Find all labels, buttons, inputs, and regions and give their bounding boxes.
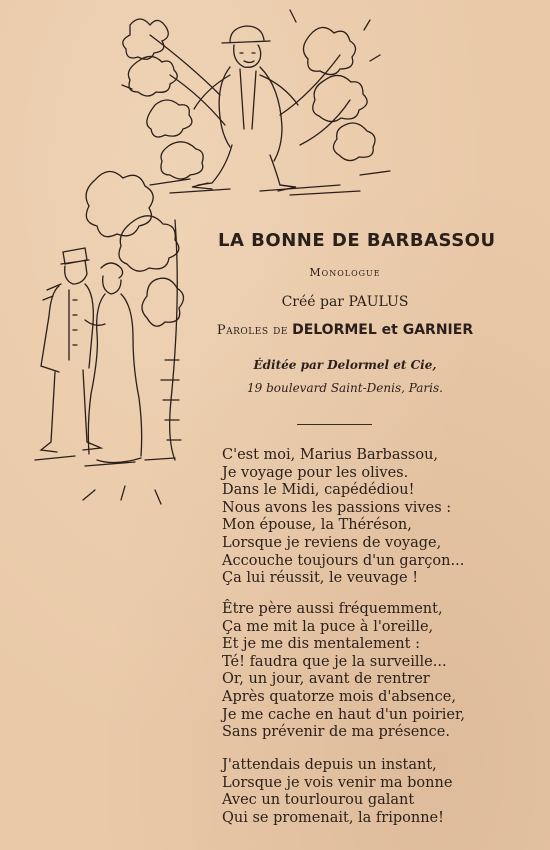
verse-line: Qui se promenait, la friponne! (222, 809, 444, 826)
stanza-1 (222, 447, 522, 588)
publisher-line: Éditée par Delormel et Cie, (253, 358, 437, 372)
stanza-2 (222, 601, 522, 742)
verse-line: Je voyage pour les olives. (222, 464, 409, 481)
verse-line: Ça lui réussit, le veuvage ! (222, 570, 419, 587)
lyrics-authors: DELORMEL et GARNIER (292, 322, 474, 338)
verse-line: Avec un tourlourou galant (222, 792, 415, 809)
verse-line: J'attendais depuis un instant, (222, 757, 437, 773)
verse-line: Ça me mit la puce à l'oreille, (222, 618, 434, 635)
genre-label: Monologue (309, 266, 381, 279)
verse-line: Être père aussi fréquemment, (222, 601, 443, 617)
verse-line: Accouche toujours d'un garçon... (222, 552, 465, 569)
verse-line: Lorsque je reviens de voyage, (222, 534, 442, 551)
verse-line: Et je me dis mentalement : (222, 636, 420, 653)
lyrics-credit (200, 322, 490, 338)
verse-line: C'est moi, Marius Barbassou, (222, 447, 439, 463)
stanza-3 (222, 757, 522, 827)
lyrics-label: Paroles de (216, 323, 288, 338)
verse-line: Té! faudra que je la surveille... (222, 653, 447, 670)
verse-line: Dans le Midi, capédédiou! (222, 482, 415, 499)
verse-line: Je me cache en haut d'un poirier, (222, 706, 465, 723)
verse-line: Nous avons les passions vives : (222, 499, 452, 516)
verse-line: Mon épouse, la Théréson, (222, 517, 412, 534)
publisher-address: 19 boulevard Saint-Denis, Paris. (247, 381, 443, 395)
verse-line: Sans prévenir de ma présence. (222, 724, 450, 741)
song-title: LA BONNE DE BARBASSOU (218, 230, 496, 251)
verse-line: Or, un jour, avant de rentrer (222, 671, 430, 688)
verse-line: Lorsque je vois venir ma bonne (222, 774, 453, 791)
section-divider (297, 424, 372, 425)
soldier-and-maid-illustration (25, 160, 195, 520)
created-by-line: Créé par PAULUS (281, 294, 409, 310)
verse-line: Après quatorze mois d'absence, (222, 688, 456, 705)
